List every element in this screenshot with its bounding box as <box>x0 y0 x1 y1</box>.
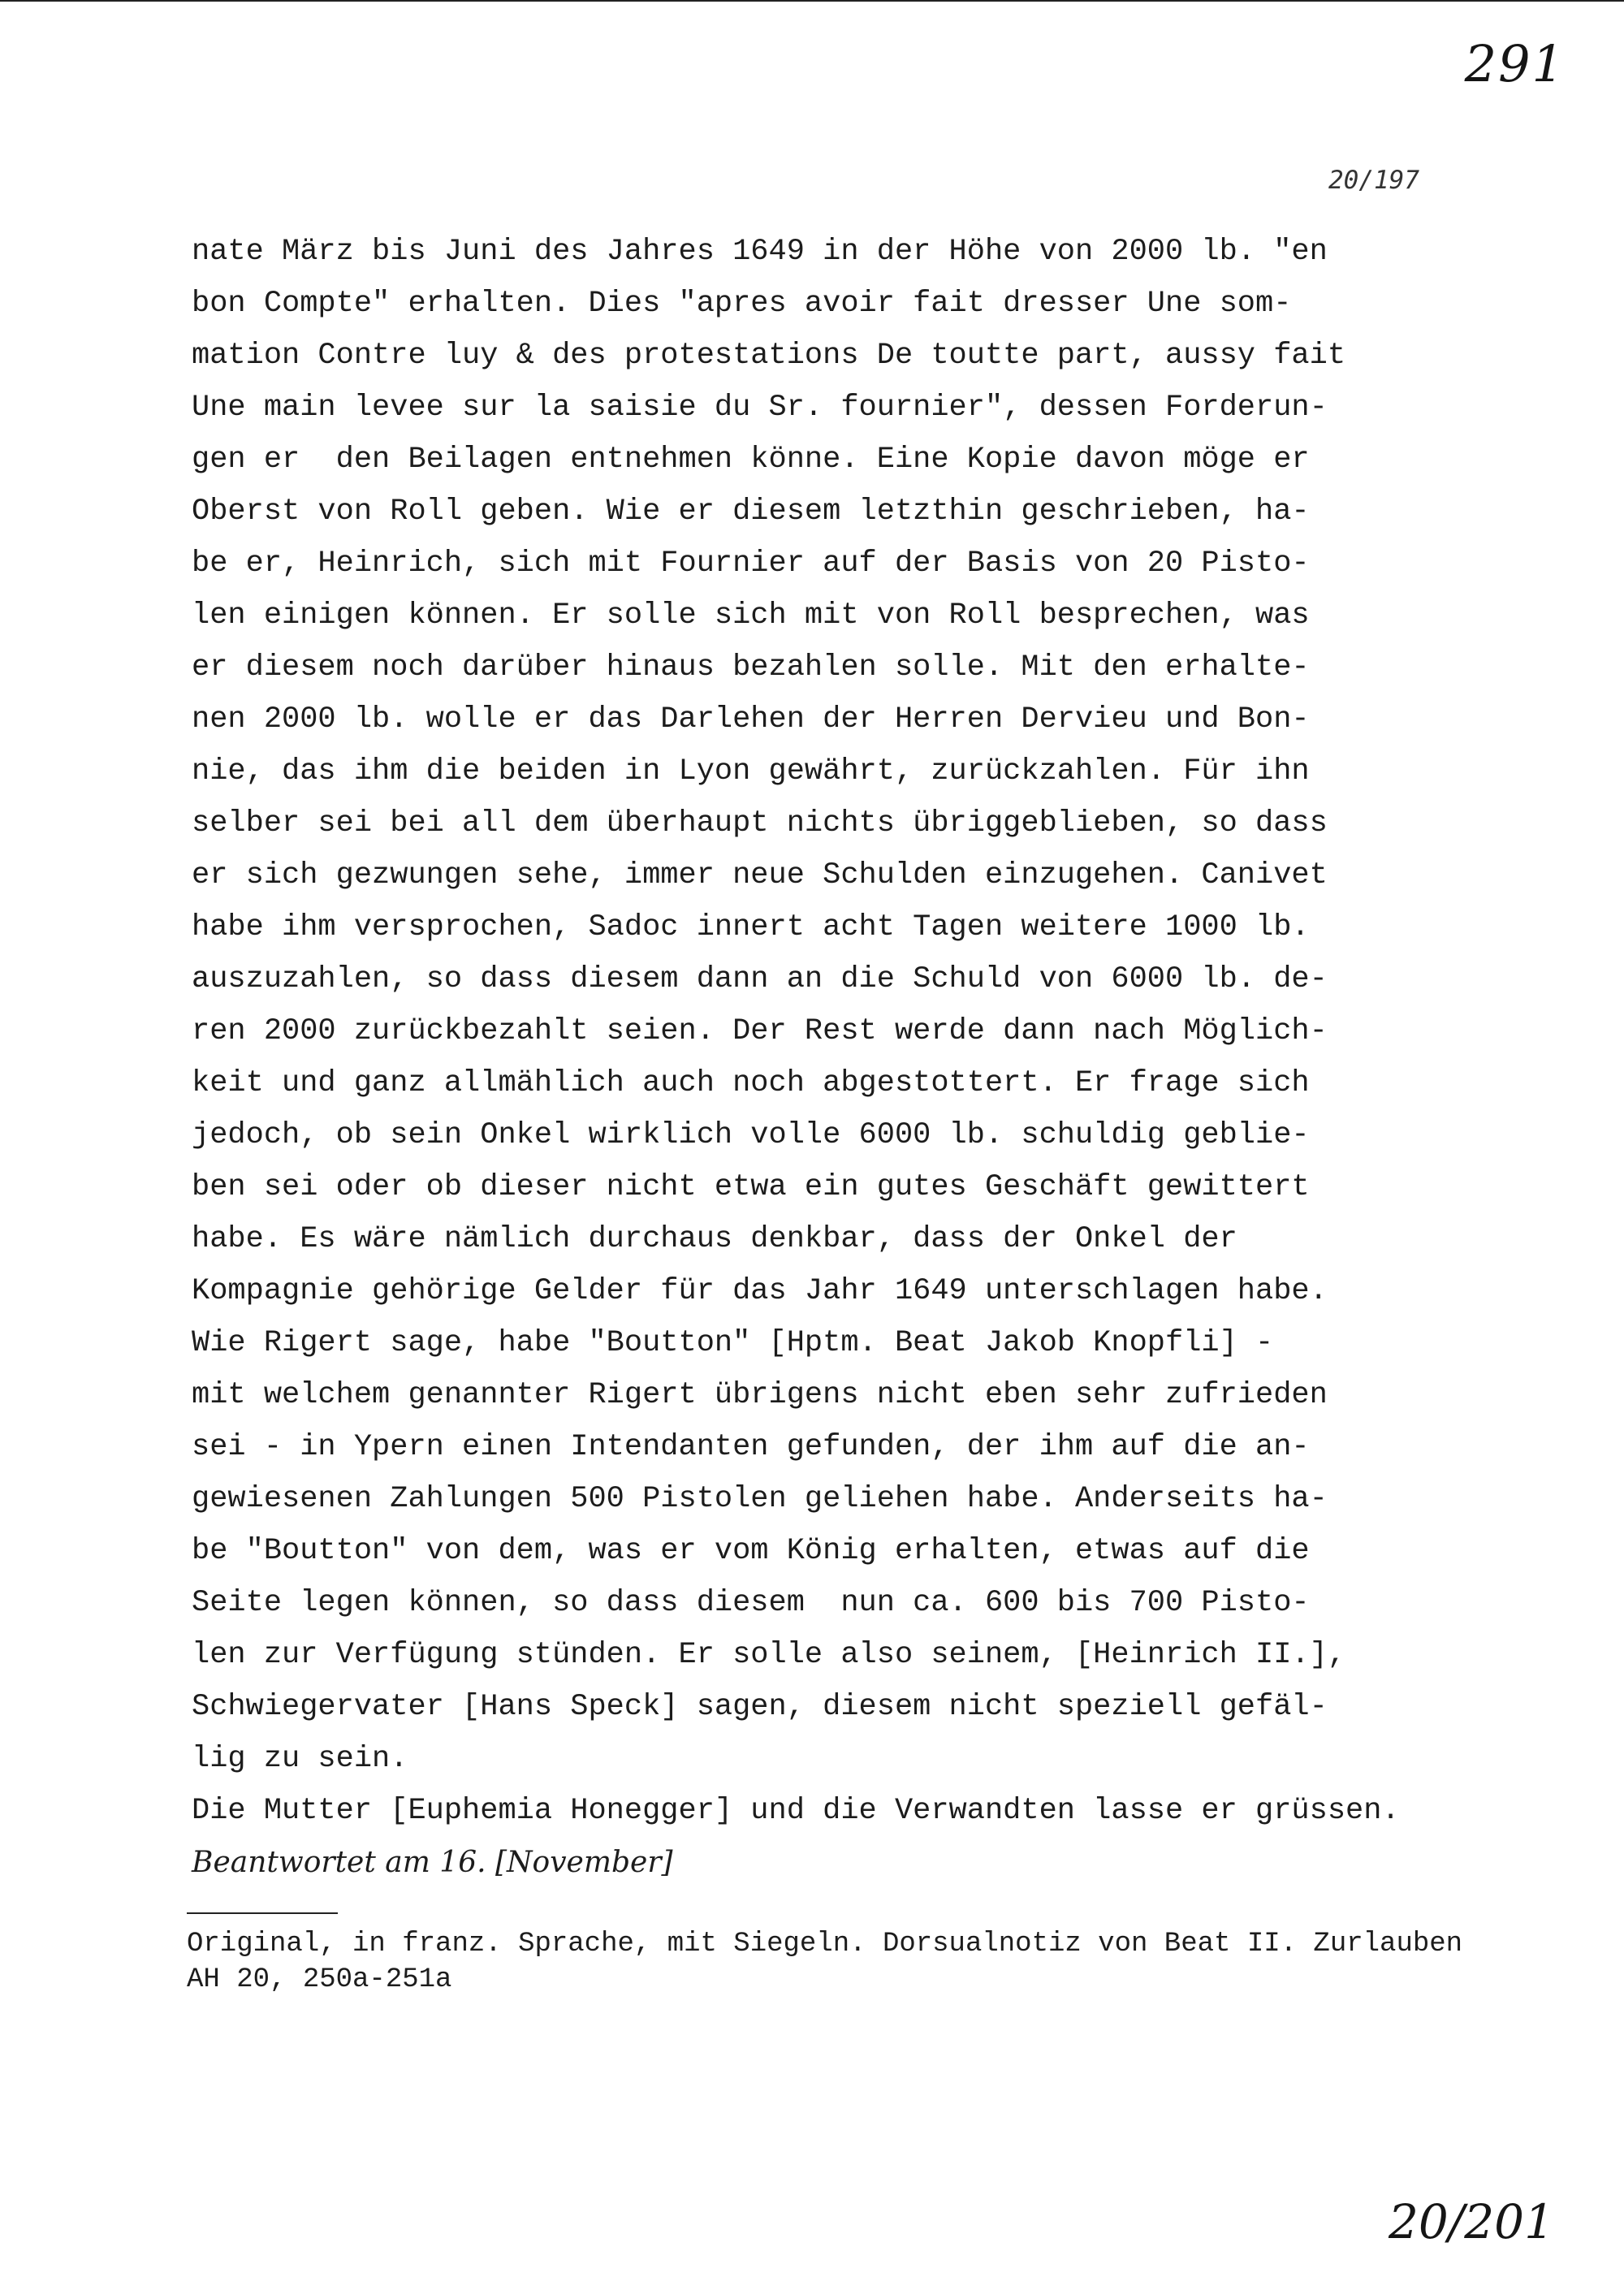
body-line: Wie Rigert sage, habe "Boutton" [Hptm. Beat Jakob Knopfli] - <box>192 1326 1274 1360</box>
body-line: nen 2000 lb. wolle er das Darlehen der Herren Dervieu und Bon- <box>192 702 1310 737</box>
body-line: gewiesenen Zahlungen 500 Pistolen geliehen habe. Anderseits ha- <box>192 1482 1328 1516</box>
page-top-border <box>0 0 1624 2</box>
body-line: auszuzahlen, so dass diesem dann an die Schuld von 6000 lb. de- <box>192 962 1328 996</box>
footnote-divider <box>187 1912 338 1914</box>
body-line: ben sei oder ob dieser nicht etwa ein gutes Geschäft gewittert <box>192 1170 1310 1204</box>
body-line: nate März bis Juni des Jahres 1649 in der Höhe von 2000 lb. "en <box>192 235 1328 269</box>
body-line: jedoch, ob sein Onkel wirklich volle 6000 lb. schuldig geblie- <box>192 1118 1310 1152</box>
body-line: er diesem noch darüber hinaus bezahlen solle. Mit den erhalte- <box>192 650 1310 685</box>
body-line: ren 2000 zurückbezahlt seien. Der Rest werde dann nach Möglich- <box>192 1014 1328 1048</box>
body-line: nie, das ihm die beiden in Lyon gewährt, zurückzahlen. Für ihn <box>192 754 1310 789</box>
body-line: be er, Heinrich, sich mit Fournier auf der Basis von 20 Pisto- <box>192 547 1310 581</box>
reply-note: Beantwortet am 16. [November] <box>192 1846 673 1879</box>
footnote-line: Original, in franz. Sprache, mit Siegeln. Dorsualnotiz von Beat II. Zurlauben <box>187 1929 1463 1959</box>
footnote <box>187 1926 1486 1998</box>
body-line: be "Boutton" von dem, was er vom König erhalten, etwas auf die <box>192 1534 1310 1568</box>
body-line: er sich gezwungen sehe, immer neue Schulden einzugehen. Canivet <box>192 858 1328 892</box>
body-line: bon Compte" erhalten. Dies "apres avoir fait dresser Une som- <box>192 287 1292 321</box>
body-line: selber sei bei all dem überhaupt nichts übriggeblieben, so dass <box>192 806 1328 840</box>
footnote-line: AH 20, 250a-251a <box>187 1964 452 1995</box>
handwritten-page-number: 291 <box>1464 34 1566 93</box>
body-line: sei - in Ypern einen Intendanten gefunden, der ihm auf die an- <box>192 1430 1310 1464</box>
body-line: gen er den Beilagen entnehmen könne. Eine Kopie davon möge er <box>192 443 1310 477</box>
body-line: lig zu sein. <box>192 1742 408 1776</box>
body-line: mit welchem genannter Rigert übrigens nicht eben sehr zufrieden <box>192 1378 1328 1412</box>
body-line: Oberst von Roll geben. Wie er diesem letzthin geschrieben, ha- <box>192 495 1310 529</box>
body-line: Une main levee sur la saisie du Sr. fournier", dessen Forderun- <box>192 391 1328 425</box>
body-line: mation Contre luy & des protestations De toutte part, aussy fait <box>192 339 1346 373</box>
body-line: len einigen können. Er solle sich mit von Roll besprechen, was <box>192 598 1310 633</box>
body-line: Seite legen können, so dass diesem nun ca. 600 bis 700 Pisto- <box>192 1586 1310 1620</box>
handwritten-archive-number: 20/201 <box>1388 2194 1554 2249</box>
body-line: Schwiegervater [Hans Speck] sagen, diesem nicht speziell gefäl- <box>192 1690 1328 1724</box>
body-line: len zur Verfügung stünden. Er solle also seinem, [Heinrich II.], <box>192 1638 1346 1672</box>
body-line: habe ihm versprochen, Sadoc innert acht Tagen weitere 1000 lb. <box>192 910 1310 944</box>
body-line: keit und ganz allmählich auch noch abgestottert. Er frage sich <box>192 1066 1310 1100</box>
body-line: habe. Es wäre nämlich durchaus denkbar, dass der Onkel der <box>192 1222 1237 1256</box>
body-line: Kompagnie gehörige Gelder für das Jahr 1649 unterschlagen habe. <box>192 1274 1328 1308</box>
body-line: Die Mutter [Euphemia Honegger] und die Verwandten lasse er grüssen. <box>192 1794 1400 1828</box>
letter-body <box>192 226 1458 1889</box>
page-reference: 20/197 <box>1328 166 1419 195</box>
